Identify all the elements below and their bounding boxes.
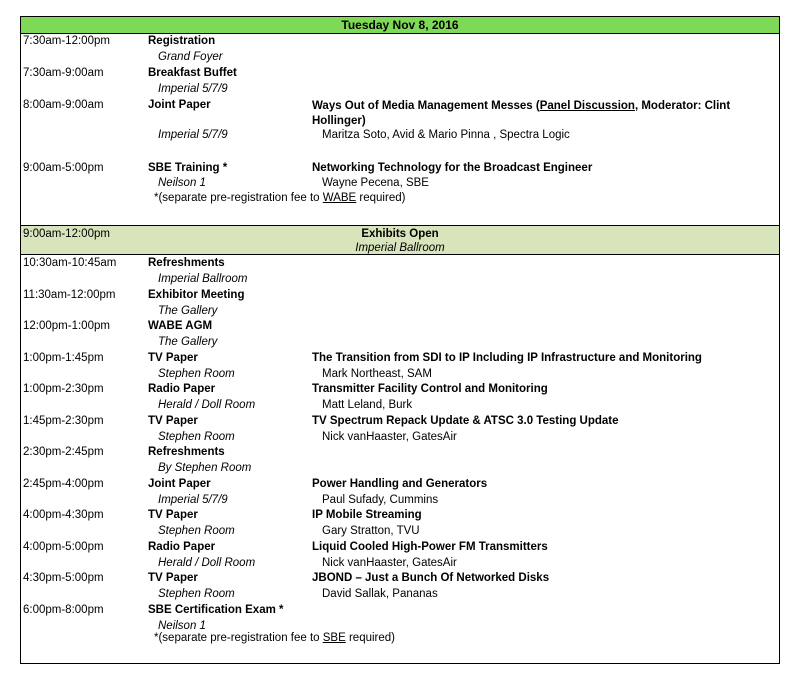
session-title: Refreshments: [148, 257, 225, 269]
session-topic: JBOND – Just a Bunch Of Networked Disks: [312, 572, 550, 584]
session-time: 1:00pm-2:30pm: [23, 383, 104, 395]
session-time: 10:30am-10:45am: [23, 257, 117, 269]
session-title: Registration: [148, 35, 216, 47]
session-speaker: Nick vanHaaster, GatesAir: [322, 556, 457, 569]
day-header: Tuesday Nov 8, 2016: [20, 16, 780, 34]
session-topic: Liquid Cooled High-Power FM Transmitters: [312, 540, 548, 553]
session-title: Radio Paper: [148, 383, 216, 395]
session-speaker: Nick vanHaaster, GatesAir: [322, 430, 457, 443]
wabe-link[interactable]: WABE: [322, 192, 357, 204]
session-topic: Networking Technology for the Broadcast Engineer: [312, 162, 593, 174]
exhibits-band: [21, 225, 779, 255]
session-title: WABE AGM: [148, 320, 213, 332]
session-speaker: Gary Stratton, TVU: [322, 525, 420, 537]
session-title: SBE Training *: [148, 162, 228, 174]
session-speaker: Mark Northeast, SAM: [322, 367, 432, 380]
registration-note: *(separate pre-registration fee to WABE required): [154, 192, 406, 204]
session-time: 1:00pm-1:45pm: [23, 351, 104, 364]
session-room: Stephen Room: [158, 525, 235, 537]
session-speaker: David Sallak, Pananas: [322, 588, 438, 600]
session-room: Stephen Room: [158, 367, 235, 380]
session-title: Refreshments: [148, 446, 225, 458]
session-speaker: Maritza Soto, Avid & Mario Pinna , Spectra Logic: [322, 129, 570, 141]
session-room: Imperial 5/7/9: [158, 129, 228, 141]
session-topic: Power Handling and Generators: [312, 477, 488, 490]
session-time: 9:00am-5:00pm: [23, 162, 104, 174]
session-room: The Gallery: [158, 336, 218, 348]
session-time: 2:45pm-4:00pm: [23, 477, 104, 490]
session-topic: TV Spectrum Repack Update & ATSC 3.0 Testing Update: [312, 414, 619, 427]
session-speaker: Matt Leland, Burk: [322, 399, 413, 411]
session-room: Grand Foyer: [158, 51, 223, 63]
session-time: 11:30am-12:00pm: [23, 288, 116, 301]
session-title: Breakfast Buffet: [148, 67, 237, 79]
session-title: TV Paper: [148, 351, 198, 364]
session-room: Imperial 5/7/9: [158, 83, 228, 95]
session-title: Radio Paper: [148, 540, 216, 553]
session-time: 4:00pm-5:00pm: [23, 540, 104, 553]
sbe-link[interactable]: SBE: [322, 632, 346, 644]
band-time: 9:00am-12:00pm: [23, 228, 110, 240]
session-topic: Transmitter Facility Control and Monitoring: [312, 383, 548, 395]
session-title: Exhibitor Meeting: [148, 288, 245, 301]
session-time: 4:30pm-5:00pm: [23, 572, 104, 584]
session-room: Stephen Room: [158, 430, 235, 443]
session-room: Stephen Room: [158, 588, 235, 600]
session-time: 6:00pm-8:00pm: [23, 603, 104, 616]
session-room: Neilson 1: [158, 177, 206, 189]
session-title: TV Paper: [148, 414, 198, 427]
panel-discussion-link[interactable]: Panel Discussion: [539, 100, 635, 112]
session-room: Herald / Doll Room: [158, 556, 256, 569]
schedule-sheet: [20, 16, 780, 664]
session-room: Herald / Doll Room: [158, 399, 256, 411]
registration-note: *(separate pre-registration fee to SBE required): [154, 632, 395, 644]
band-title: Exhibits Open: [361, 228, 439, 240]
band-room: Imperial Ballroom: [355, 242, 445, 254]
session-room: Imperial Ballroom: [158, 273, 248, 285]
session-time: 7:30am-9:00am: [23, 67, 104, 79]
session-time: 12:00pm-1:00pm: [23, 320, 110, 332]
session-room: Imperial 5/7/9: [158, 493, 228, 506]
session-title: TV Paper: [148, 509, 198, 521]
session-room: Neilson 1: [158, 619, 206, 632]
session-time: 1:45pm-2:30pm: [23, 414, 104, 427]
session-time: 2:30pm-2:45pm: [23, 446, 104, 458]
session-time: 4:00pm-4:30pm: [23, 509, 104, 521]
session-title: TV Paper: [148, 572, 198, 584]
session-speaker: Paul Sufady, Cummins: [322, 493, 439, 506]
session-room: The Gallery: [158, 304, 218, 317]
session-topic: Ways Out of Media Management Messes (Panel Discussion, Moderator: Clint Hollinger): [312, 100, 731, 127]
session-speaker: Wayne Pecena, SBE: [322, 177, 429, 189]
session-topic: IP Mobile Streaming: [312, 509, 422, 521]
session-title: Joint Paper: [148, 477, 211, 490]
session-time: 7:30am-12:00pm: [23, 35, 110, 47]
session-room: By Stephen Room: [158, 462, 252, 474]
session-title: SBE Certification Exam *: [148, 603, 284, 616]
session-topic: The Transition from SDI to IP Including IP Infrastructure and Monitoring: [312, 351, 702, 364]
session-time: 8:00am-9:00am: [23, 99, 104, 111]
session-title: Joint Paper: [148, 99, 211, 111]
